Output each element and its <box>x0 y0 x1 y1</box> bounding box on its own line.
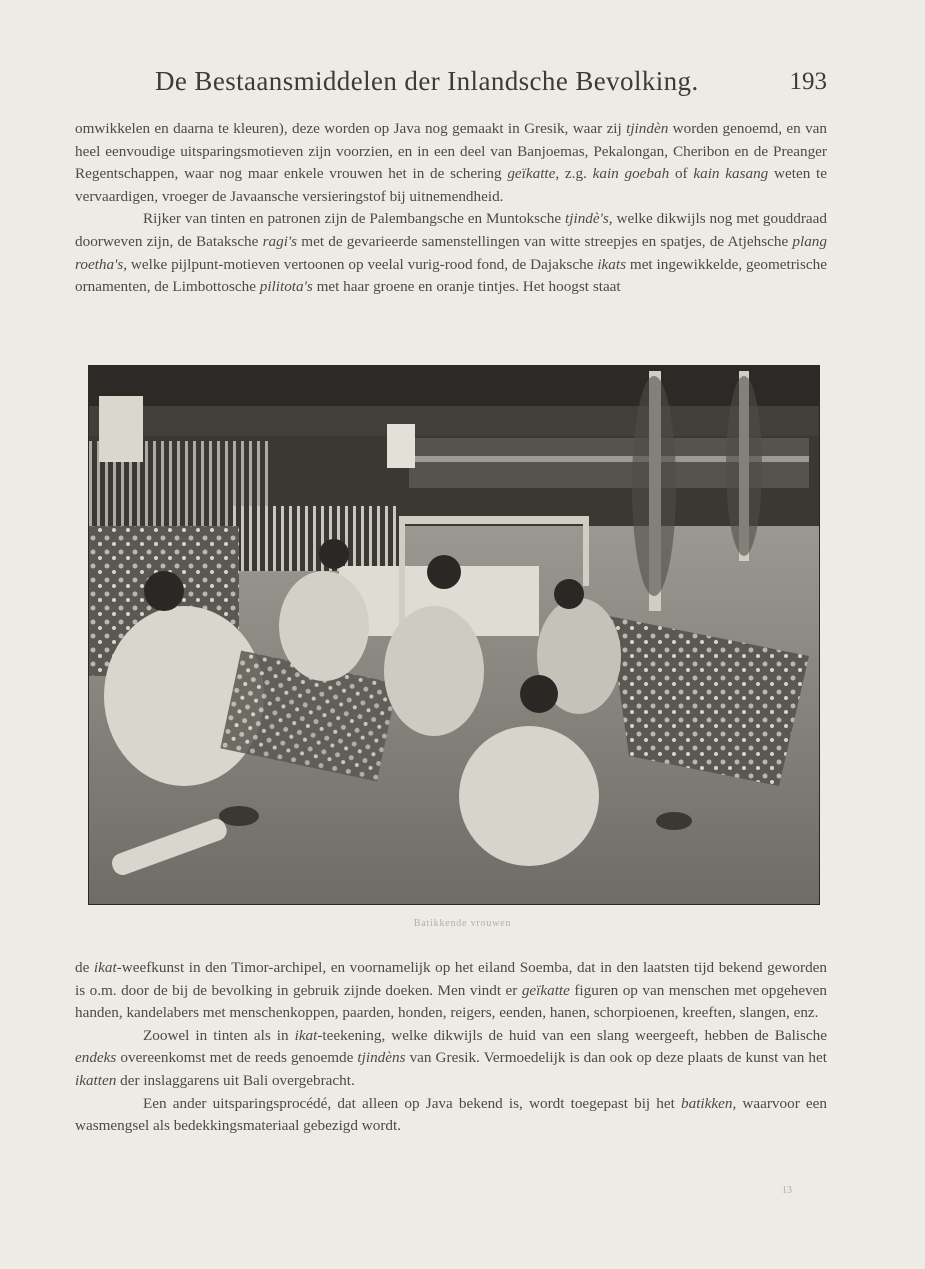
text-run: Zoowel in tinten als in <box>143 1026 295 1044</box>
body-text-top <box>75 118 827 299</box>
italic-term: ikatten <box>75 1071 117 1089</box>
notice-board <box>387 424 415 468</box>
batik-photo-illustration <box>89 366 819 904</box>
text-run: van Gresik. Vermoedelijk is dan ook op deze plaats de kunst van het <box>405 1049 827 1067</box>
text-run: omwikkelen en daarna te kleuren), deze worden op Java nog gemaakt in Gresik, waar zij <box>75 120 627 137</box>
text-run: -weefkunst in den Timor-archipel, en voornamelijk op het eiland Soemba, dat in den laatsten tijd bekend geworden is o.m. door de bij de bevolking in gebruik zijnde doeken. Men vindt er <box>75 959 827 999</box>
page-header <box>155 66 827 106</box>
bamboo-fence <box>229 506 399 571</box>
running-title: De Bestaansmiddelen der Inlandsche Bevolking. <box>155 66 699 96</box>
italic-term: kain goebah <box>592 165 670 183</box>
text-run: Rijker van tinten en patronen zijn de Palembangsche en Muntoksche <box>143 210 566 228</box>
text-run: Een ander uitsparingsprocédé, dat alleen op Java bekend is, wordt toegepast bij het <box>143 1094 682 1112</box>
page-number: 193 <box>789 68 827 95</box>
text-run: , welke dikwijls nog met gouddraad doorweven zijn, de Bataksche <box>75 210 827 250</box>
wax-pot <box>219 806 259 826</box>
italic-term: geïkatte <box>521 981 570 999</box>
italic-term: ragi's <box>262 232 298 250</box>
italic-term: plang roetha's <box>75 232 827 273</box>
woman-seated <box>459 726 599 866</box>
text-run: , waarvoor een wasmengsel als bedekkingsmateriaal gebezigd wordt. <box>75 1094 827 1135</box>
photograph <box>88 365 820 905</box>
italic-term: pilitota's <box>259 278 313 296</box>
text-run: weten te vervaardigen, vroeger de Javaansche versieringstof bij uitnemendheid. <box>75 165 827 205</box>
text-run: figuren op van menschen met opgeheven handen, kandelabers met menschenkoppen, paarden, honden, reigers, eenden, hanen, schorpioenen, kreeften, slangen, enz. <box>75 981 827 1022</box>
italic-term: ikats <box>597 255 626 273</box>
italic-term: tjindèn <box>626 120 669 137</box>
text-run: der inslaggarens uit Bali overgebracht. <box>116 1071 355 1089</box>
italic-term: ikat <box>93 959 117 976</box>
wax-pot <box>656 812 692 830</box>
body-text-bottom <box>75 957 827 1138</box>
italic-term: endeks <box>75 1049 117 1067</box>
text-run: , welke pijlpunt-motieven vertoonen op veelal vurig-rood fond, de Dajaksche <box>123 255 598 273</box>
text-run: , z.g. <box>555 165 593 183</box>
italic-term: kain kasang <box>693 165 769 183</box>
italic-term: ikat <box>294 1026 318 1044</box>
text-run: met de gevarieerde samenstellingen van witte streepjes en spatjes, de Atjehsche <box>297 232 793 250</box>
signature-mark: 13 <box>782 1185 792 1196</box>
text-run: -teekening, welke dikwijls de huid van een slang weergeeft, hebben de Balische <box>317 1026 827 1044</box>
text-run: de <box>75 959 94 976</box>
text-run: met haar groene en oranje tintjes. Het hoogst staat <box>312 278 621 296</box>
figure-caption: Batikkende vrouwen <box>413 918 512 929</box>
italic-term: tjindèns <box>357 1049 406 1067</box>
text-run: of <box>669 165 694 183</box>
text-run: worden genoemd, en van heel eenvoudige uitsparingsmotieven zijn voorzien, en in een deel van Banjoemas, Pekalongan, Cheribon en de Preanger Regentschappen, waar nog maar enkele vrouwen het in de schering <box>75 120 827 183</box>
italic-term: geïkatte <box>507 165 556 183</box>
woman-seated <box>384 606 484 736</box>
notice-board <box>99 396 143 462</box>
italic-term: batikken <box>681 1094 733 1112</box>
italic-term: tjindè's <box>565 210 609 228</box>
text-run: met ingewikkelde, geometrische ornamenten, de Limbottosche <box>75 255 828 296</box>
text-run: overeenkomst met de reeds genoemde <box>116 1049 358 1067</box>
woman-seated <box>279 571 369 681</box>
